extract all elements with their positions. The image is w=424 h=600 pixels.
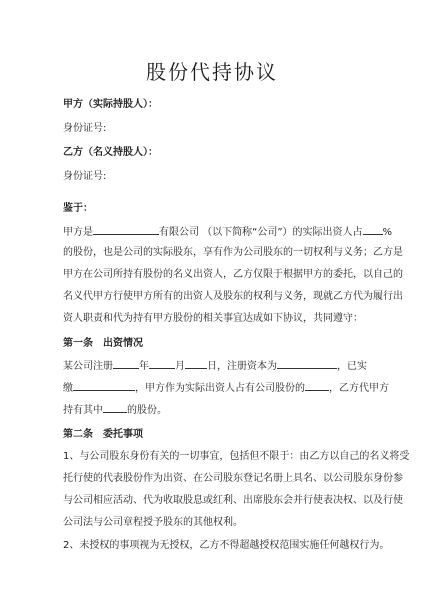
held-share-blank [103,403,127,413]
registered-capital-blank [277,359,337,369]
share-ratio-blank [305,381,329,391]
party-b-id-label: 身份证号: [63,171,107,182]
whereas-heading: 鉴于： [63,203,93,214]
article-1-text: 的股份。 [127,405,167,416]
day-blank [185,359,207,369]
article-2-para-1-line-1: 1、与公司股东身份有关的一切事宜，包括但不限于：由乙方以自己的名义将受 [63,451,410,462]
article-2-heading: 第二条 委托事项 [63,429,143,440]
article-2-para-1-line-3: 与公司相应活动、代为收取股息或红利、出席股东会并行使表决权、以及行使 [63,495,403,506]
whereas-text: 有限公司 （以下简称“公司”）的实际出资人占 [159,227,363,238]
party-a-label: 甲方（实际持股人）： [63,99,158,110]
article-2-para-1-line-4: 公司法与公司章程授予股东的其他权利。 [63,517,243,528]
whereas-text: 甲方是 [63,227,93,238]
year-blank [113,359,139,369]
article-1-heading: 第一条 出资情况 [63,338,143,349]
document-title: 股份代持协议 [146,60,278,84]
party-b-label: 乙方（名义持股人）： [63,147,158,158]
article-1-text: 缴 [63,383,73,394]
paid-in-blank [73,381,135,391]
share-percent-blank [363,225,383,235]
article-1-text: ，甲方作为实际出资人占有公司股份的 [135,383,305,394]
whereas-line-5: 资人职责和代为持有甲方股份的相关事宜达成如下协议，共同遵守： [63,313,363,324]
article-1-line-1 [63,359,367,373]
month-blank [149,359,175,369]
article-1-text: 日，注册资本为 [207,361,277,372]
article-1-text: 年 [139,361,149,372]
whereas-line-4: 名义代甲方行使甲方所有的出资人及股东的权利与义务，现就乙方代为履行出 [63,291,403,302]
whereas-line-3: 甲方在公司所持有股份的名义出资人，乙方仅限于根据甲方的委托，以自己的 [63,269,403,280]
article-1-text: ，已实 [337,361,367,372]
whereas-text: % [382,227,393,238]
whereas-line-1 [63,225,392,239]
article-1-text: 持有其中 [63,405,103,416]
article-2-para-1-line-2: 托行使的代表股份作为出资、在公司股东登记名册上具名、以公司股东身份参 [63,473,403,484]
company-name-blank [93,225,159,235]
whereas-line-2: 的股份，也是公司的实际股东，享有作为公司股东的一切权利与义务；乙方是 [63,247,403,258]
article-1-line-3 [63,403,167,417]
party-a-id-label: 身份证号: [63,123,107,134]
article-2-para-2: 2、未授权的事项视为无授权，乙方不得超越授权范围实施任何越权行为。 [63,540,390,551]
article-1-text: ，乙方代甲方 [329,383,389,394]
article-1-text: 某公司注册 [63,361,113,372]
article-1-line-2 [63,381,389,395]
article-1-text: 月 [175,361,185,372]
